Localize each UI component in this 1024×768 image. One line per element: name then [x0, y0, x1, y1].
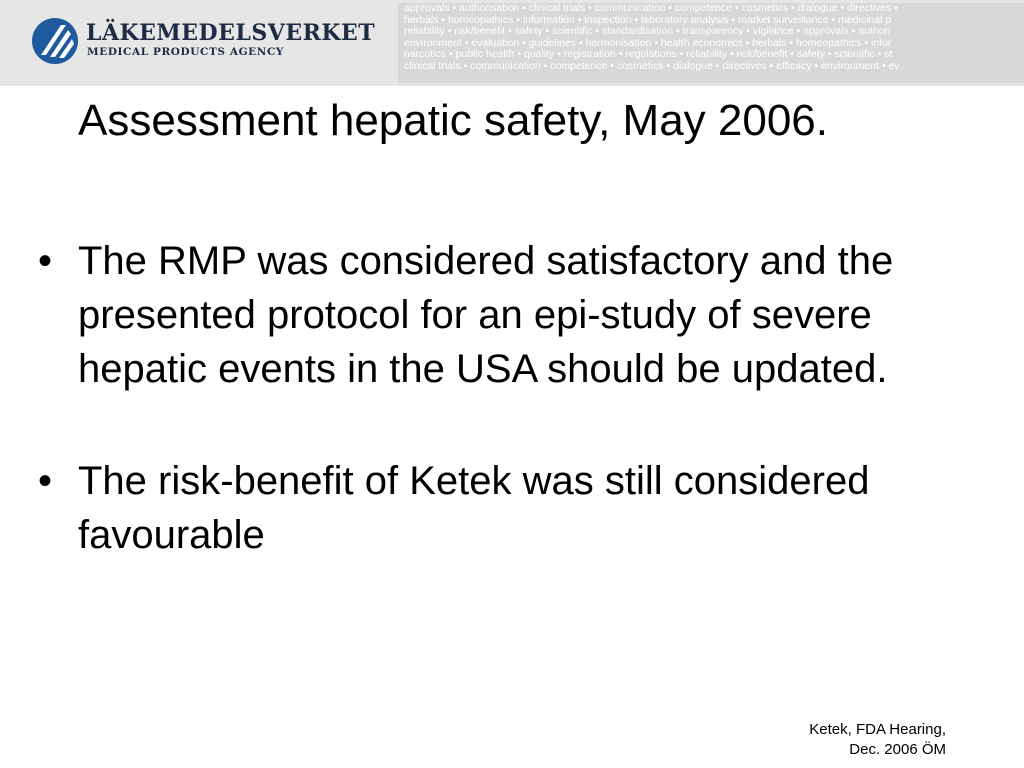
- keyword-banner: [398, 3, 1024, 83]
- bullet-item: [38, 454, 998, 562]
- bullet-text: The risk-benefit of Ketek was still considered favourable: [78, 459, 870, 557]
- footer-line: Dec. 2006 ÖM: [849, 741, 946, 758]
- keyword-line: environment • evaluation • guidelines • harmonisation • health economics • herbals • homeopathics • infor: [404, 36, 892, 49]
- bullet-text: The RMP was considered satisfactory and the presented protocol for an epi-study of severe hepatic events in the USA should be updated.: [78, 239, 894, 391]
- header-band: [0, 0, 1024, 86]
- footer-note: [809, 720, 946, 760]
- keyword-line: herbals • homeopathics • information • inspection • laboratory analysis • market surveillance • medicinal p: [404, 13, 892, 26]
- keyword-line: clinical trials • communication • competence • cosmetics • dialogue • directives • efficacy • environment • ev: [404, 59, 900, 72]
- bullet-list: [38, 234, 998, 620]
- agency-logo-icon: [31, 17, 79, 65]
- keyword-line: reliability • risk/benefit • safety • scientific • standardisation • transparency • vigilance • approvals • authori: [404, 25, 891, 38]
- agency-subtitle: MEDICAL PRODUCTS AGENCY: [87, 46, 284, 58]
- bullet-marker: •: [38, 459, 53, 503]
- footer-line: Ketek, FDA Hearing,: [809, 721, 946, 738]
- keyword-line: narcotics • public health • quality • registration • regulations • reliability • risk/benefit • safety • scientific • st: [404, 48, 893, 61]
- slide-title: Assessment hepatic safety, May 2006.: [78, 96, 828, 145]
- bullet-item: [38, 234, 998, 396]
- agency-name: LÄKEMEDELSVERKET: [86, 20, 376, 46]
- bullet-marker: •: [38, 239, 53, 283]
- keyword-line: approvals • authorisation • clinical trials • communication • competence • cosmetics • dialogue • directives •: [404, 3, 898, 14]
